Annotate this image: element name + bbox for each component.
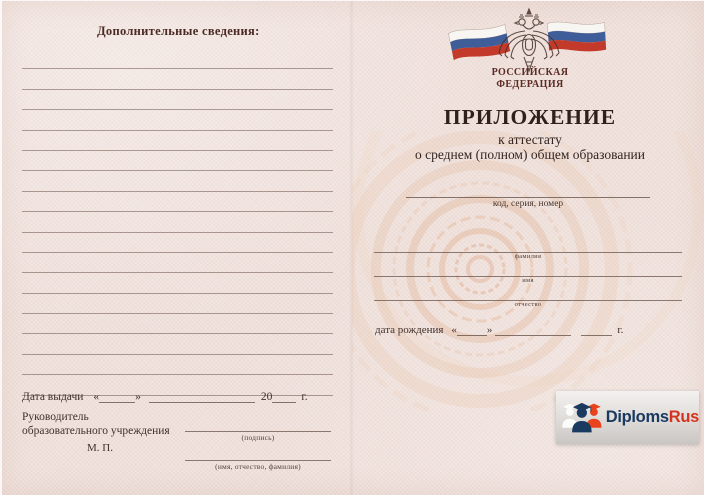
blank-line [22,355,333,375]
issue-day-blank [99,390,135,403]
seal-placeholder-label: М. П. [87,442,113,454]
blank-line [22,192,333,212]
full-name-blank [185,440,331,461]
issue-date-row [22,390,308,403]
blank-line [22,273,333,293]
watermark-brand [606,408,699,427]
firstname-blank [374,256,682,277]
blank-line [22,314,333,334]
signature-blank [185,411,331,432]
close-quote: » [486,324,493,336]
graduates-icon [560,397,604,439]
country-line1: РОССИЙСКАЯ [491,67,569,78]
birth-day-blank [457,323,487,336]
era-suffix: г. [301,391,308,403]
blank-line [22,253,333,273]
issue-month-blank [149,390,255,403]
blank-line [22,49,333,69]
blank-line [22,110,333,130]
patronymic-caption: отчество [514,301,542,308]
firstname-caption: имя [522,277,534,284]
document-subtitle-line1: к аттестату [498,132,562,147]
year-prefix: 20 [260,391,273,403]
close-quote: » [135,391,141,403]
russian-flag-icon [546,20,608,54]
blank-line [22,212,333,232]
issue-date-label: Дата выдачи [22,391,84,403]
head-of-institution-line1: Руководитель [22,411,89,423]
blank-line [22,131,333,151]
surname-caption: фамилия [514,253,542,260]
brand-part1: Diploms [605,408,669,426]
issue-year-blank [272,390,296,403]
country-name [352,67,704,90]
blank-line [22,69,333,89]
birth-date-label: дата рождения [375,324,444,336]
blank-lines-area [22,49,333,396]
code-series-number-caption: код, серия, номер [492,199,564,209]
era-suffix: г. [617,324,624,336]
open-quote: « [451,324,457,336]
head-of-institution-line2: образовательного учреждения [22,425,170,437]
patronymic-blank [374,280,682,301]
document-title: ПРИЛОЖЕНИЕ [443,105,617,129]
birth-year-blank [581,323,612,336]
diplomsrus-watermark [556,391,699,444]
state-emblem-group [437,7,627,75]
full-name-caption: (имя, отчество, фамилия) [215,462,301,471]
signature-caption: (подпись) [241,433,275,442]
blank-line [22,294,333,314]
surname-blank [374,232,682,253]
birth-date-row [375,323,623,336]
document-subtitle-line2: о среднем (полном) общем образовании [415,147,645,162]
additional-info-heading: Дополнительные сведения: [97,24,260,38]
birth-month-blank [495,323,571,336]
blank-line [22,171,333,191]
blank-line [22,233,333,253]
blank-line [22,334,333,354]
blank-line [22,90,333,110]
open-quote: « [93,391,100,403]
code-series-number-blank [406,177,650,198]
brand-part2: Rus [668,408,699,426]
blank-line [22,151,333,171]
country-line2: ФЕДЕРАЦИЯ [496,78,564,90]
